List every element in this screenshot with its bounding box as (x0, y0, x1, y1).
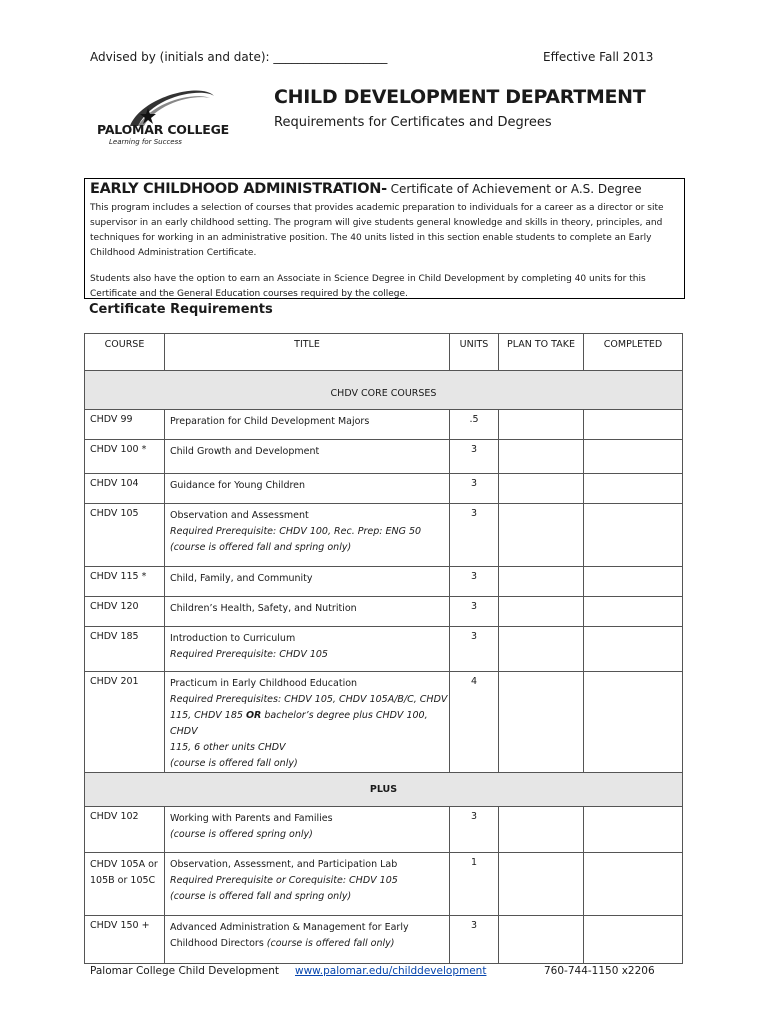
course-units: 3 (450, 504, 499, 567)
section-row-plus (85, 773, 683, 807)
prereq-part: bachelor’s degree plus CHDV 100, CHDV (170, 710, 428, 737)
effective-date: Effective Fall 2013 (543, 50, 654, 64)
plan-to-take-cell[interactable] (499, 567, 584, 597)
course-title-text: Guidance for Young Children (170, 480, 306, 491)
course-units: 3 (450, 627, 499, 672)
table-row (85, 916, 683, 964)
course-code: CHDV 99 (85, 410, 165, 440)
table-row (85, 807, 683, 853)
plan-to-take-cell[interactable] (499, 807, 584, 853)
prereq-part: 115, CHDV 185 (170, 710, 246, 721)
plan-to-take-cell[interactable] (499, 504, 584, 567)
completed-cell[interactable] (584, 597, 683, 627)
completed-cell[interactable] (584, 807, 683, 853)
course-prerequisite-cont (170, 708, 449, 740)
course-offering-note: (course is offered fall and spring only) (170, 891, 352, 902)
logo-tagline: Learning for Success (109, 138, 182, 146)
col-header-units: UNITS (450, 334, 499, 371)
completed-cell[interactable] (584, 504, 683, 567)
course-title-text: Child Growth and Development (170, 446, 320, 457)
table-row (85, 853, 683, 916)
plan-to-take-cell[interactable] (499, 474, 584, 504)
plan-to-take-cell[interactable] (499, 853, 584, 916)
advised-by-line: Advised by (initials and date): ___________________ (90, 50, 388, 64)
course-code: CHDV 100 * (85, 440, 165, 474)
course-units: 3 (450, 474, 499, 504)
course-title-text: Advanced Administration & Management for Early (170, 922, 409, 933)
plan-to-take-cell[interactable] (499, 440, 584, 474)
course-offering-note: (course is offered fall only) (266, 938, 395, 949)
completed-cell[interactable] (584, 853, 683, 916)
logo-name: PALOMAR COLLEGE (97, 122, 229, 137)
course-title (165, 853, 450, 916)
course-code: CHDV 201 (85, 672, 165, 773)
course-units: 3 (450, 567, 499, 597)
section-label: PLUS (85, 773, 683, 807)
course-title-text: Observation and Assessment (170, 510, 309, 521)
course-code: CHDV 150 + (85, 916, 165, 964)
course-title (165, 474, 450, 504)
course-code-line: 105B or 105C (90, 875, 156, 886)
footer-link-wrap (295, 965, 486, 977)
prereq-or: OR (245, 710, 262, 721)
course-title (165, 672, 450, 773)
course-units: 3 (450, 916, 499, 964)
program-desc-line: supervisor in an early childhood setting. The program will give students general knowledge and skills in theory, principles, and (90, 218, 663, 228)
course-prerequisite: Required Prerequisite: CHDV 100, Rec. Prep: ENG 50 (170, 526, 422, 537)
table-header-row (85, 334, 683, 371)
course-code (85, 853, 165, 916)
course-code: CHDV 102 (85, 807, 165, 853)
plan-to-take-cell[interactable] (499, 410, 584, 440)
course-title-text: Children’s Health, Safety, and Nutrition (170, 603, 357, 614)
col-header-completed: COMPLETED (584, 334, 683, 371)
section-label: CHDV CORE COURSES (85, 371, 683, 410)
col-header-course: COURSE (85, 334, 165, 371)
completed-cell[interactable] (584, 672, 683, 773)
plan-to-take-cell[interactable] (499, 597, 584, 627)
footer-department: Palomar College Child Development (90, 965, 279, 977)
course-code: CHDV 115 * (85, 567, 165, 597)
completed-cell[interactable] (584, 440, 683, 474)
course-offering-note: (course is offered fall and spring only) (170, 542, 352, 553)
course-units: .5 (450, 410, 499, 440)
course-units: 1 (450, 853, 499, 916)
course-code: CHDV 185 (85, 627, 165, 672)
course-title-text: Child, Family, and Community (170, 573, 313, 584)
certificate-requirements-heading: Certificate Requirements (89, 302, 273, 317)
course-prerequisite: Required Prerequisite or Corequisite: CHDV 105 (170, 875, 398, 886)
table-row (85, 597, 683, 627)
course-title (165, 627, 450, 672)
palomar-college-logo (92, 86, 252, 152)
course-title-text: Working with Parents and Families (170, 813, 333, 824)
course-units: 4 (450, 672, 499, 773)
program-description-box (84, 178, 685, 299)
page-title: CHILD DEVELOPMENT DEPARTMENT (274, 86, 646, 108)
table-row (85, 672, 683, 773)
plan-to-take-cell[interactable] (499, 627, 584, 672)
program-desc-line: Certificate and the General Education courses required by the college. (90, 289, 408, 299)
plan-to-take-cell[interactable] (499, 672, 584, 773)
course-title-text: Practicum in Early Childhood Education (170, 678, 358, 689)
col-header-title: TITLE (165, 334, 450, 371)
course-prerequisite: Required Prerequisite: CHDV 105 (170, 649, 328, 660)
course-title (165, 567, 450, 597)
completed-cell[interactable] (584, 567, 683, 597)
program-desc-line: Childhood Administration Certificate. (90, 248, 257, 258)
table-row (85, 627, 683, 672)
course-title (165, 410, 450, 440)
footer-website-link[interactable]: www.palomar.edu/childdevelopment (295, 965, 487, 977)
course-title-text: Childhood Directors (170, 938, 267, 949)
course-title-text: Preparation for Child Development Majors (170, 416, 370, 427)
course-offering-note: (course is offered spring only) (170, 829, 313, 840)
course-units: 3 (450, 807, 499, 853)
program-name: EARLY CHILDHOOD ADMINISTRATION- (90, 181, 387, 197)
footer-phone: 760-744-1150 x2206 (544, 965, 655, 977)
requirements-table (84, 333, 683, 964)
program-desc-line: This program includes a selection of courses that provides academic preparation to individuals for a career as a director or site (90, 203, 664, 213)
program-type: Certificate of Achievement or A.S. Degree (386, 182, 642, 196)
course-code: CHDV 105 (85, 504, 165, 567)
course-title (165, 440, 450, 474)
course-code-line: CHDV 105A or (90, 859, 158, 870)
col-header-plan: PLAN TO TAKE (499, 334, 584, 371)
program-desc-line: techniques for working in an administrative position. The 40 units listed in this section enable students to complete an Early (90, 233, 652, 243)
course-units: 3 (450, 440, 499, 474)
course-offering-note: (course is offered fall only) (170, 758, 298, 769)
course-prerequisite-cont: 115, 6 other units CHDV (170, 742, 286, 753)
plan-to-take-cell[interactable] (499, 916, 584, 964)
program-desc-line: Students also have the option to earn an Associate in Science Degree in Child Development by completing 40 units for this (90, 274, 646, 284)
section-row-core (85, 371, 683, 410)
course-units: 3 (450, 597, 499, 627)
completed-cell[interactable] (584, 410, 683, 440)
completed-cell[interactable] (584, 474, 683, 504)
program-heading (90, 181, 642, 197)
page-subtitle: Requirements for Certificates and Degrees (274, 115, 552, 130)
table-row (85, 440, 683, 474)
table-row (85, 504, 683, 567)
course-prerequisite: Required Prerequisites: CHDV 105, CHDV 105A/B/C, CHDV (170, 694, 448, 705)
table-row (85, 410, 683, 440)
course-code: CHDV 104 (85, 474, 165, 504)
course-title-text: Introduction to Curriculum (170, 633, 296, 644)
course-title (165, 597, 450, 627)
course-title (165, 807, 450, 853)
course-title-text: Observation, Assessment, and Participation Lab (170, 859, 398, 870)
table-row (85, 567, 683, 597)
course-title (165, 504, 450, 567)
course-title (165, 916, 450, 964)
completed-cell[interactable] (584, 916, 683, 964)
table-row (85, 474, 683, 504)
completed-cell[interactable] (584, 627, 683, 672)
course-code: CHDV 120 (85, 597, 165, 627)
